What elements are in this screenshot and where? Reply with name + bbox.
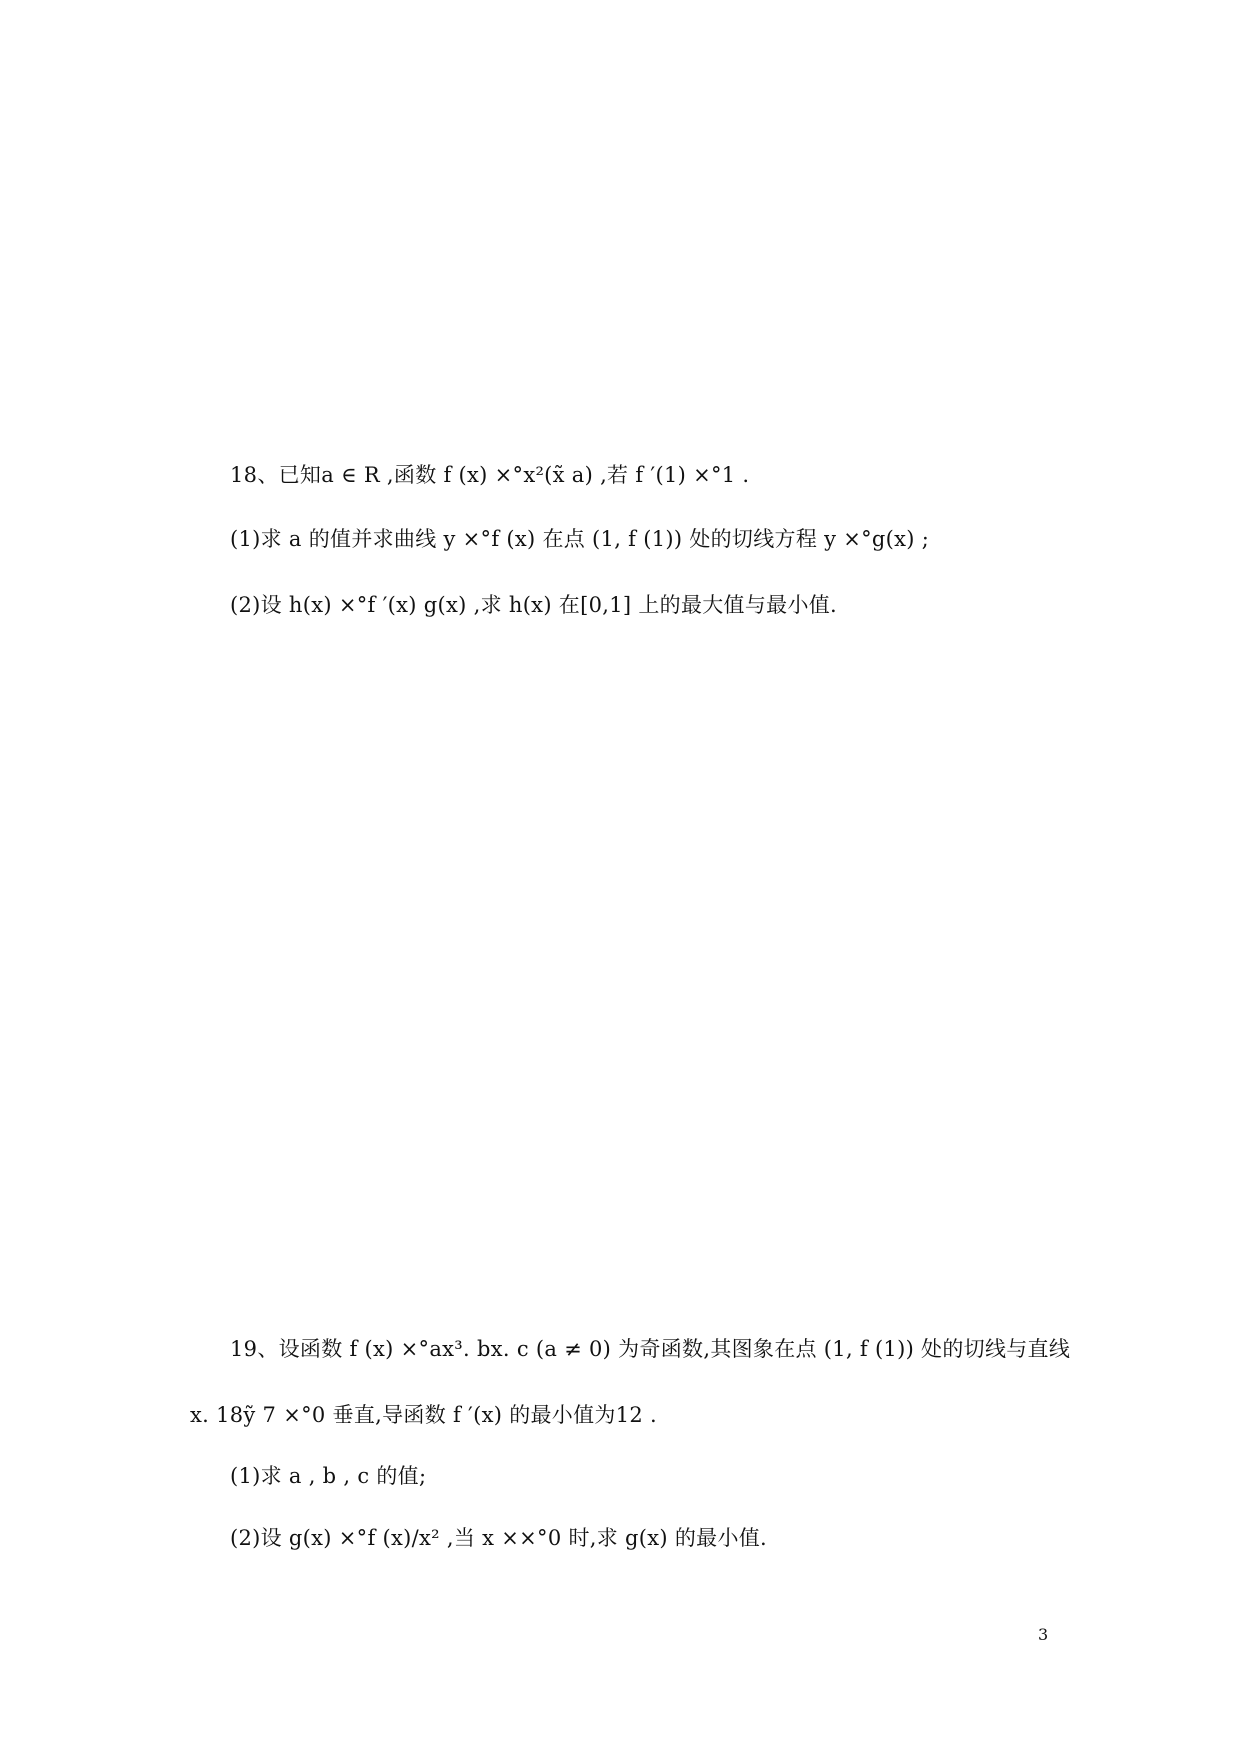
question-19-stem: 19、设函数 f (x) ×°ax³. bx. c (a ≠ 0) 为奇函数,其图象在点 (1, f (1)) 处的切线与直线 xyxy=(230,1337,1071,1361)
question-19-stem-continued: x. 18ỹ 7 ×°0 垂直,导函数 f ′(x) 的最小值为12 . xyxy=(190,1403,657,1427)
question-18-part-2: (2)设 h(x) ×°f ′(x) g(x) ,求 h(x) 在[0,1] 上的最大值与最小值. xyxy=(230,593,838,617)
question-18-stem: 18、已知a ∈ R ,函数 f (x) ×°x²(x̃ a) ,若 f ′(1) ×°1 . xyxy=(230,463,750,487)
question-19-part-1: (1)求 a , b , c 的值; xyxy=(230,1464,427,1488)
question-19-part-2: (2)设 g(x) ×°f (x)/x² ,当 x ××°0 时,求 g(x) 的最小值. xyxy=(230,1526,768,1550)
question-18-part-1: (1)求 a 的值并求曲线 y ×°f (x) 在点 (1, f (1)) 处的切线方程 y ×°g(x) ; xyxy=(230,527,930,551)
page-number: 3 xyxy=(1038,1625,1049,1644)
